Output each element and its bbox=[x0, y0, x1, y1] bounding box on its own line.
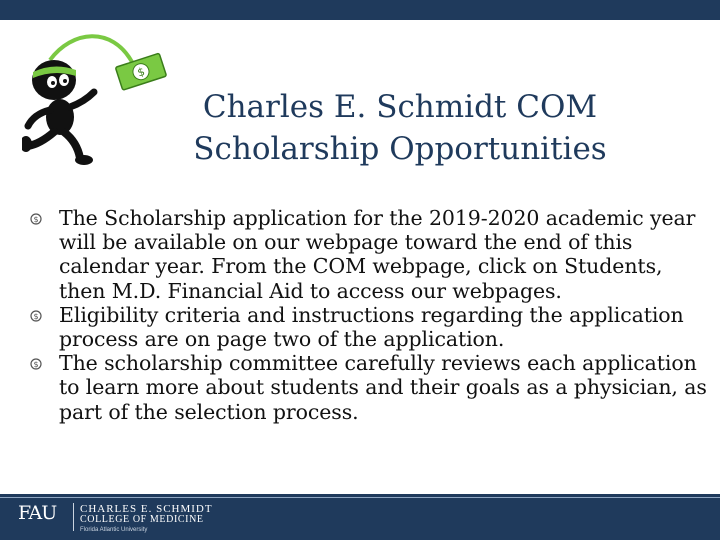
fau-logo: FAU bbox=[18, 502, 57, 524]
list-item bbox=[30, 206, 710, 303]
svg-text:$: $ bbox=[33, 360, 39, 370]
slide-title bbox=[160, 86, 640, 170]
title-line-1: Charles E. Schmidt COM bbox=[202, 89, 598, 125]
bullet-list bbox=[30, 206, 710, 424]
dollar-coin-icon bbox=[30, 310, 42, 322]
footer-bar bbox=[0, 494, 720, 540]
running-figure-chasing-money-icon bbox=[22, 22, 182, 172]
footer-divider bbox=[0, 497, 720, 498]
title-line-2: Scholarship Opportunities bbox=[193, 131, 607, 167]
logo-separator bbox=[73, 503, 74, 531]
svg-text:$: $ bbox=[33, 215, 39, 224]
bullet-text: The Scholarship application for the 2019-2020 academic year will be available on our webpage toward the end of this calendar year. From the COM webpage, click on Students, then M.D. Financial Aid to access our webpages. bbox=[59, 206, 696, 303]
dollar-coin-icon bbox=[30, 358, 42, 370]
list-item bbox=[30, 303, 710, 351]
top-banner bbox=[0, 0, 720, 20]
logo-college: COLLEGE OF MEDICINE bbox=[80, 514, 204, 525]
bullet-text: Eligibility criteria and instructions regarding the application process are on page two of the application. bbox=[59, 302, 684, 352]
list-item bbox=[30, 351, 710, 424]
dollar-coin-icon bbox=[30, 213, 42, 225]
bullet-text: The scholarship committee carefully reviews each application to learn more about students and their goals as a physician, as part of the selection process. bbox=[59, 351, 707, 424]
svg-text:$: $ bbox=[33, 311, 39, 321]
logo-name: CHARLES E. SCHMIDT bbox=[80, 503, 213, 515]
svg-text:$: $ bbox=[135, 64, 147, 80]
logo-university: Florida Atlantic University bbox=[80, 527, 148, 533]
